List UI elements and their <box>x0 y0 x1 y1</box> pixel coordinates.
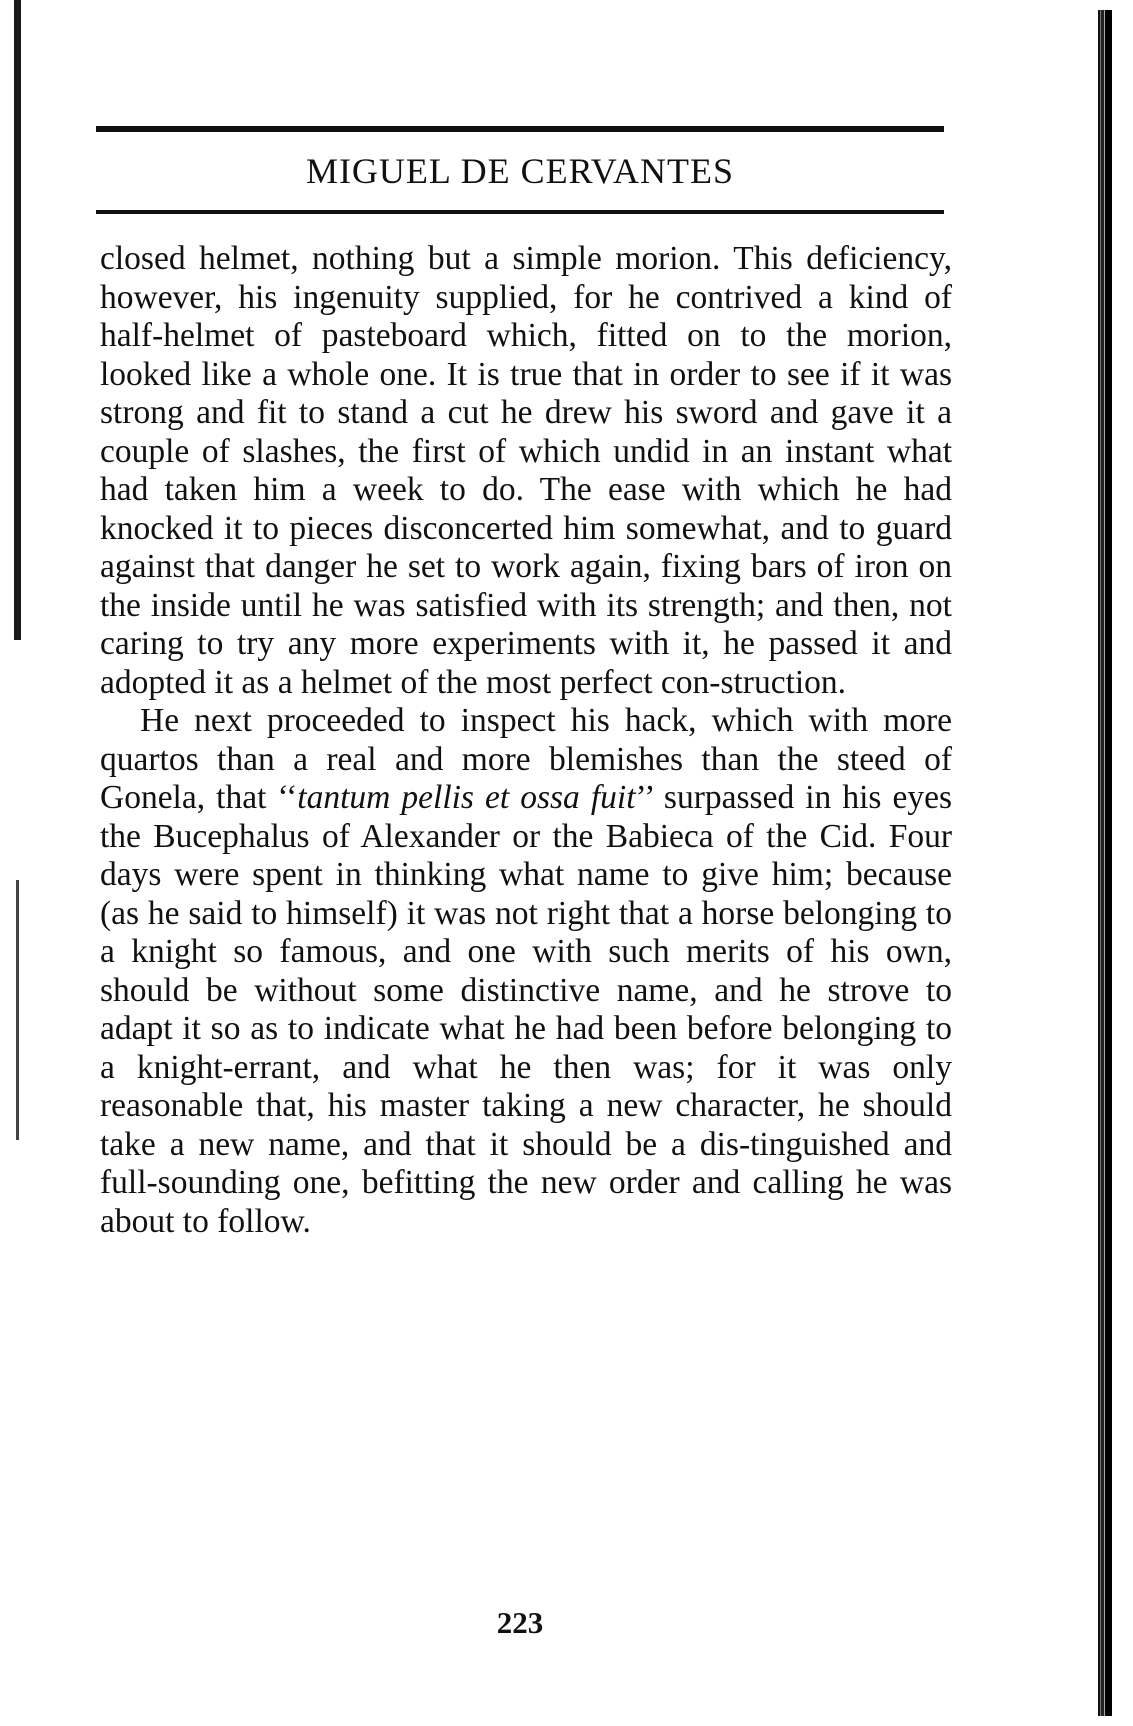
page-edge-left <box>14 0 21 640</box>
running-head: MIGUEL DE CERVANTES <box>305 151 735 191</box>
page-number: 223 <box>496 1605 544 1640</box>
page-edge-right <box>1098 10 1112 1716</box>
page-edge-left-lower <box>16 880 19 1140</box>
paragraph-2-text-after-italic: ’’ surpassed in his eyes the Bucephalus of Alexander or the Babieca of the Cid. Four days were spent in thinking what name to give him; because (as he said to himself) it was not right that a horse belonging to a knight so famous, and one with such merits of his own, should be without some distinctive name, and he strove to adapt it so as to indicate what he had been before belonging to a knight-errant, and what he then was; for it was only reasonable that, his master taking a new character, he should take a new name, and that it should be a dis-tinguished and full-sounding one, befitting the new order and calling he was about to follow. <box>100 779 953 1240</box>
header-rule-top <box>96 126 944 132</box>
body-text <box>100 240 952 1241</box>
paragraph-2 <box>100 702 952 1241</box>
header-rule-bottom <box>96 210 944 214</box>
latin-quotation: tantum pellis et ossa fuit <box>297 779 636 816</box>
paragraph-1: closed helmet, nothing but a simple morion. This deficiency, however, his ingenuity supplied, for he contrived a kind of half-helmet of pasteboard which, fitted on to the morion, looked like a whole one. It is true that in order to see if it was strong and fit to stand a cut he drew his sword and gave it a couple of slashes, the first of which undid in an instant what had taken him a week to do. The ease with which he had knocked it to pieces disconcerted him somewhat, and to guard against that danger he set to work again, fixing bars of iron on the inside until he was satisfied with its strength; and then, not caring to try any more experiments with it, he passed it and adopted it as a helmet of the most perfect con-struction. <box>100 240 952 701</box>
paragraph-2-text-before-italic: He next proceeded to inspect his hack, which with more quartos than a real and more blemishes than the steed of Gonela, that ‘‘ <box>100 702 952 816</box>
